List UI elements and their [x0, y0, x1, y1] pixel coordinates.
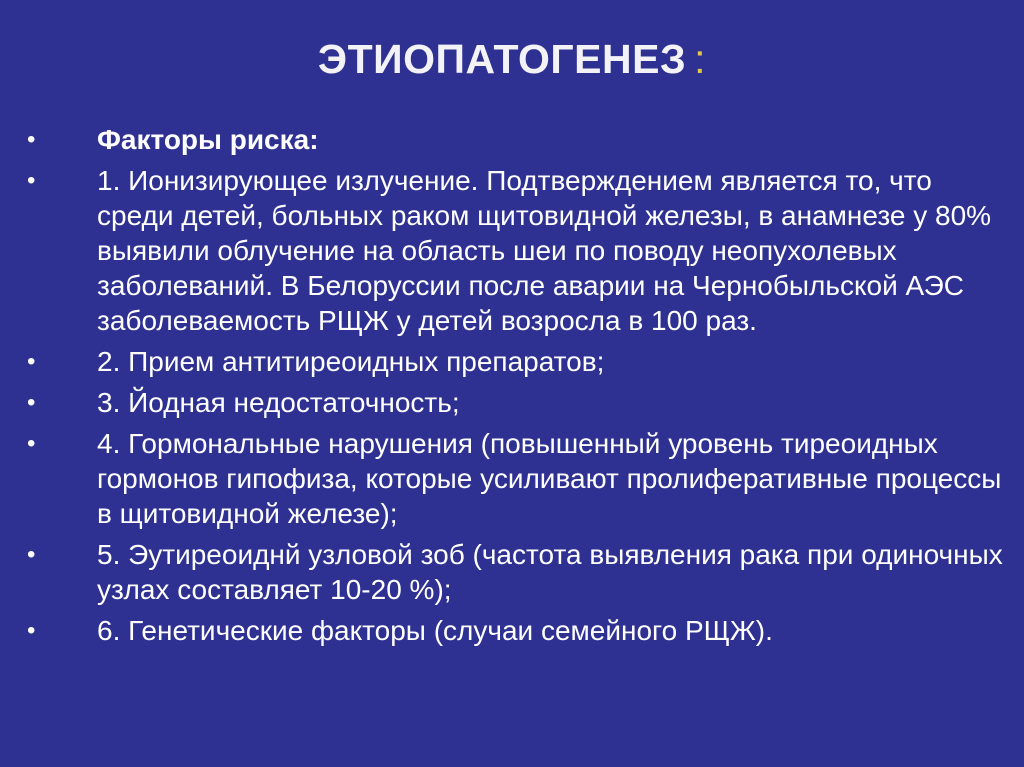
bullet-icon: • — [27, 348, 36, 375]
bullet-icon: • — [27, 126, 36, 153]
slide-title — [0, 36, 1024, 83]
bullet-item-iodine-deficiency — [0, 385, 1024, 420]
bullet-icon: • — [27, 167, 36, 194]
bullet-item-genetic-factors — [0, 613, 1024, 648]
bullet-list — [0, 122, 1024, 654]
bullet-icon: • — [27, 617, 36, 644]
bullet-text: 6. Генетические факторы (случаи семейного РЩЖ). — [97, 615, 773, 646]
bullet-text: 5. Эутиреоиднй узловой зоб (частота выявления рака при одиночных узлах составляет 10-20 %); — [97, 539, 1003, 605]
bullet-icon: • — [27, 430, 36, 457]
bullet-icon: • — [27, 541, 36, 568]
bullet-text: 4. Гормональные нарушения (повышенный уровень тиреоидных гормонов гипофиза, которые усиливают пролиферативные процессы в щитовидной железе); — [97, 428, 1002, 529]
title-text: ЭТИОПАТОГЕНЕЗ — [317, 36, 687, 82]
title-colon: : — [694, 36, 707, 82]
bullet-text: Факторы риска: — [97, 124, 319, 155]
bullet-text: 2. Прием антитиреоидных препаратов; — [97, 346, 605, 377]
bullet-text: 3. Йодная недостаточность; — [97, 387, 460, 418]
bullet-item-ionizing-radiation — [0, 163, 1024, 338]
bullet-item-hormonal-disorders — [0, 426, 1024, 531]
bullet-item-risk-factors-heading — [0, 122, 1024, 157]
bullet-item-nodular-goiter — [0, 537, 1024, 607]
bullet-icon: • — [27, 389, 36, 416]
bullet-item-antithyroid-drugs — [0, 344, 1024, 379]
bullet-text: 1. Ионизирующее излучение. Подтверждением является то, что среди детей, больных раком щитовидной железы, в анамнезе у 80% выявили облучение на область шеи по поводу неопухолевых заболеваний. В Белоруссии после аварии на Чернобыльской АЭС заболеваемость РЩЖ у детей возросла в 100 раз. — [97, 165, 992, 336]
